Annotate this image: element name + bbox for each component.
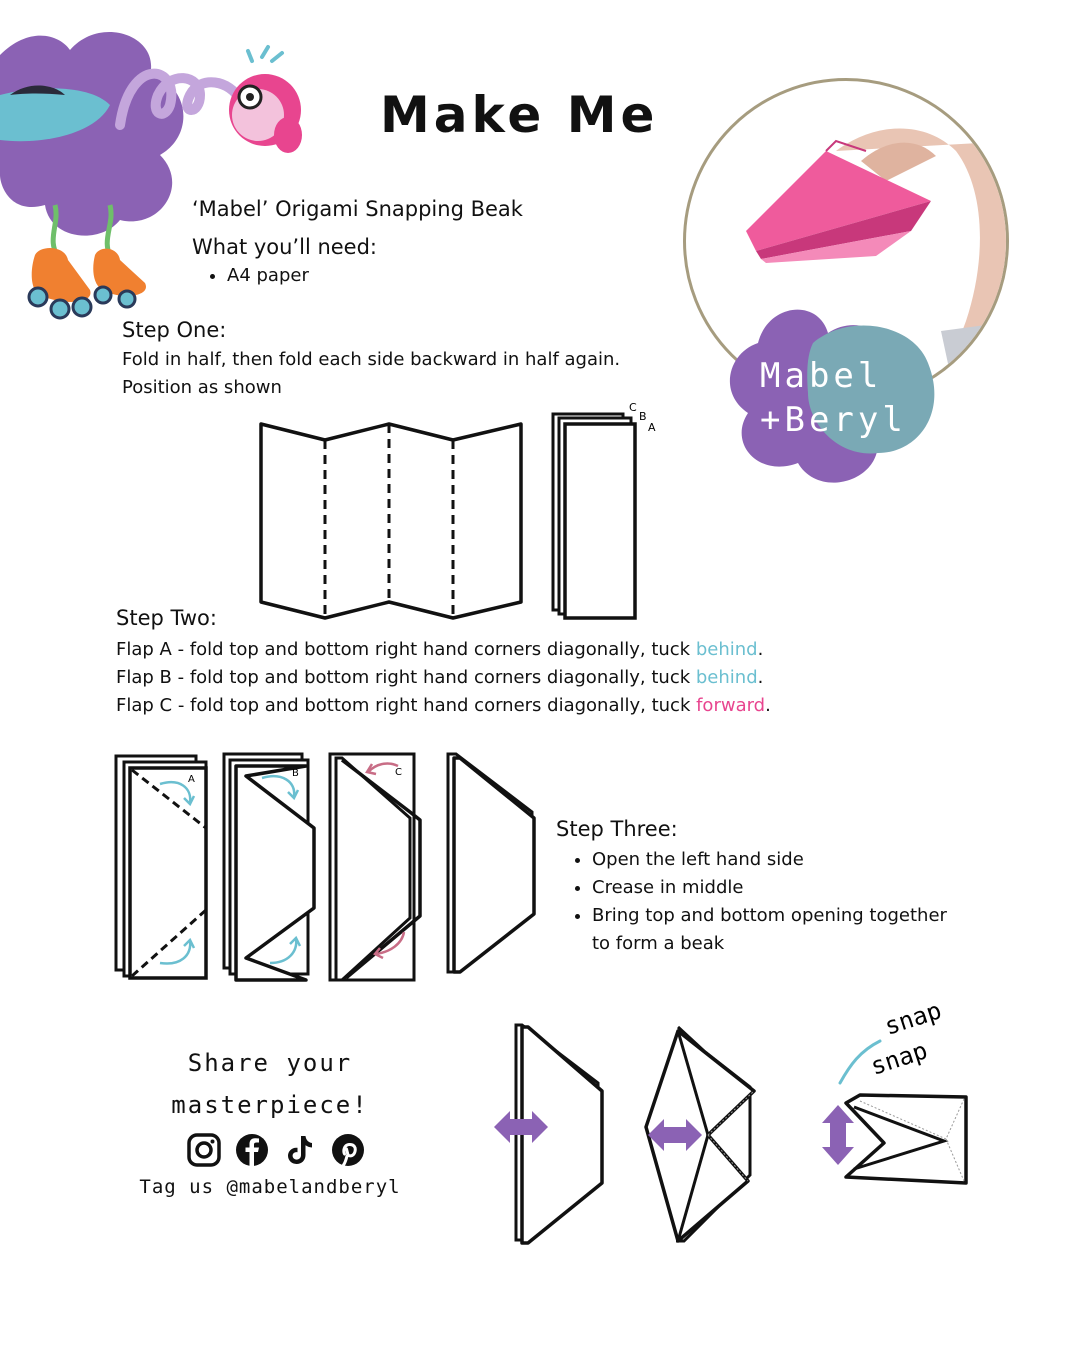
social-icons [186,1132,366,1168]
fold-diagram-a [116,756,206,978]
pinterest-icon[interactable] [330,1132,366,1168]
brand-logo-text [760,354,920,442]
step-one-heading: Step One: [122,318,227,342]
highlight-forward: forward [696,695,766,716]
brand-line-2: +Beryl [760,400,907,440]
fold-diagram-c [330,754,420,980]
materials-heading: What you’ll need: [192,235,378,259]
step-two-heading: Step Two: [116,606,217,630]
step-one-line: Fold in half, then fold each side backward in half again. [122,349,621,370]
highlight-behind: behind [695,639,758,660]
snapping-beak-diagram [822,996,966,1183]
snap-word-2: snap [867,1036,931,1081]
step-one-line: Position as shown [122,377,282,398]
flap-label-c: C [629,401,637,414]
line-suffix: . [765,695,771,716]
fold-diagram-result [448,754,534,972]
step-three-list [570,846,952,958]
share-line-2: masterpiece! [171,1091,369,1119]
step-three-item: • Open the left hand side [592,846,952,874]
materials-list [205,265,309,286]
line-text: Flap C - fold top and bottom right hand corners diagonally, tuck [116,695,697,716]
step-three-heading: Step Three: [556,817,678,841]
highlight-behind: behind [695,667,758,688]
step-two-diagrams [110,748,550,988]
diagram-label-b: B [292,768,299,779]
open-left-side-diagram [494,1025,602,1243]
project-subtitle: ‘Mabel’ Origami Snapping Beak [192,197,523,221]
step-two-text [116,636,936,720]
materials-item: • A4 paper [227,265,309,286]
step-two-line-a [116,636,936,664]
crease-middle-diagram [646,1027,754,1241]
share-heading [120,1042,420,1126]
flap-label-a: A [648,421,656,434]
step-two-line-b [116,664,936,692]
step-three-item: • Bring top and bottom opening together to form a beak [592,902,952,958]
step-one-text [122,346,722,402]
share-line-1: Share your [187,1049,353,1077]
line-text: Flap B - fold top and bottom right hand corners diagonally, tuck [116,667,696,688]
line-text: Flap A - fold top and bottom right hand corners diagonally, tuck [116,639,696,660]
step-two-line-c [116,692,936,720]
line-suffix: . [757,639,764,660]
step-one-diagram [255,400,675,625]
flap-label-b: B [639,410,647,423]
tiktok-icon[interactable] [282,1132,318,1168]
snap-word-1: snap [881,996,945,1041]
fold-diagram-b [224,754,314,980]
social-tag: Tag us @mabelandberyl [139,1176,401,1198]
instagram-icon[interactable] [186,1132,222,1168]
page-title: Make Me [380,86,659,144]
step-three-item: • Crease in middle [592,874,952,902]
diagram-label-c: C [395,767,402,778]
facebook-icon[interactable] [234,1132,270,1168]
diagram-label-a: A [188,774,195,785]
line-suffix: . [757,667,764,688]
brand-line-1: Mabel [760,356,883,396]
beak-forming-diagrams [488,995,978,1250]
